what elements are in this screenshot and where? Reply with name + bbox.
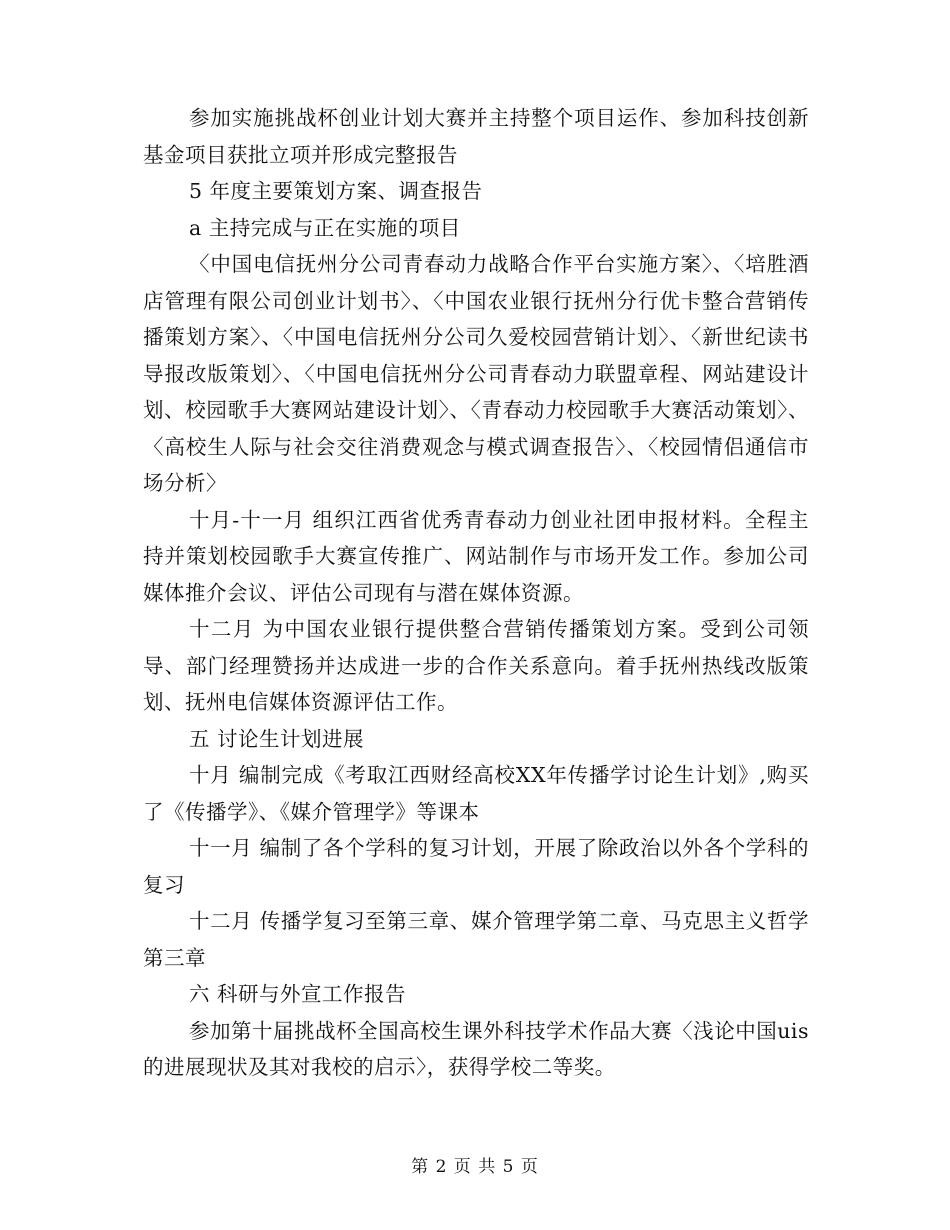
document-body [143,100,809,1086]
paragraph: 十月-十一月 组织江西省优秀青春动力创业社团申报材料。全程主持并策划校园歌手大赛宣传推广、网站制作与市场开发工作。参加公司媒体推介会议、评估公司现有与潜在媒体资源。 [143,507,809,605]
section-heading: 五 讨论生计划进展 [189,726,365,751]
paragraph: 十一月 编制了各个学科的复习计划，开展了除政治以外各个学科的复习 [143,836,809,897]
paragraph: 十月 编制完成《考取江西财经高校XX年传播学讨论生计划》,购买了《传播学》、《媒介管理学》等课本 [143,763,809,824]
section-heading: 六 科研与外宣工作报告 [189,982,407,1006]
paragraph: 参加实施挑战杯创业计划大赛并主持整个项目运作、参加科技创新基金项目获批立项并形成完整报告 [143,106,809,167]
paragraph: 〈中国电信抚州分公司青春动力战略合作平台实施方案〉、〈培胜酒店管理有限公司创业计划书〉、〈中国农业银行抚州分行优卡整合营销传播策划方案〉、〈中国电信抚州分公司久爱校园营销计划〉、〈新世纪读书导报改版策划〉、〈中国电信抚州分公司青春动力联盟章程、网站建设计划、校园歌手大赛网站建设计划〉、〈青春动力校园歌手大赛活动策划〉、〈高校生人际与社会交往消费观念与模式调查报告〉、〈校园情侣通信市场分析〉 [143,252,809,495]
paragraph: 5 年度主要策划方案、调查报告 [189,179,483,203]
paragraph: 参加第十届挑战杯全国高校生课外科技学术作品大赛〈浅论中国uis的进展现状及其对我校的启示〉，获得学校二等奖。 [143,1018,809,1079]
paragraph: a 主持完成与正在实施的项目 [189,215,461,240]
paragraph: 十二月 为中国农业银行提供整合营销传播策划方案。受到公司领导、部门经理赞扬并达成进一步的合作关系意向。着手抚州热线改版策划、抚州电信媒体资源评估工作。 [143,617,809,714]
paragraph: 十二月 传播学复习至第三章、媒介管理学第二章、马克思主义哲学第三章 [143,909,809,970]
page-footer: 第 2 页 共 5 页 [411,1157,539,1177]
